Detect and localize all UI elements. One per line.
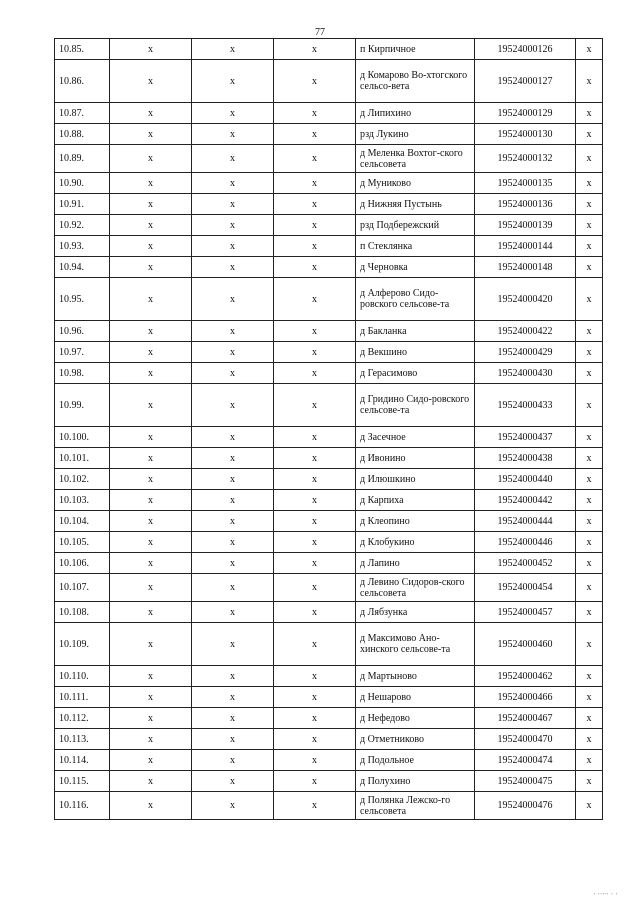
row-number: 10.109. (55, 623, 110, 666)
cell-x-1: x (110, 687, 192, 708)
settlement-name: д Лапино (356, 553, 475, 574)
cell-x-1: x (110, 792, 192, 820)
settlement-name: д Черновка (356, 257, 475, 278)
table-row (55, 321, 603, 342)
settlement-name: д Нефедово (356, 708, 475, 729)
cell-x-4: x (576, 173, 603, 194)
cell-x-2: x (192, 771, 274, 792)
settlement-name: д Ивонино (356, 448, 475, 469)
oktmo-code: 19524000452 (475, 553, 576, 574)
table-row (55, 750, 603, 771)
cell-x-2: x (192, 708, 274, 729)
cell-x-4: x (576, 469, 603, 490)
table-row (55, 771, 603, 792)
settlement-name: д Комарово Во-хтогского сельсо-вета (356, 60, 475, 103)
cell-x-4: x (576, 511, 603, 532)
oktmo-code: 19524000132 (475, 145, 576, 173)
table-row (55, 103, 603, 124)
cell-x-3: x (274, 342, 356, 363)
settlement-name: д Липихино (356, 103, 475, 124)
cell-x-3: x (274, 771, 356, 792)
cell-x-4: x (576, 666, 603, 687)
settlement-name: д Герасимово (356, 363, 475, 384)
cell-x-2: x (192, 384, 274, 427)
settlement-name: д Максимово Ано-хинского сельсове-та (356, 623, 475, 666)
cell-x-3: x (274, 124, 356, 145)
cell-x-3: x (274, 750, 356, 771)
corner-marks: ' ''''' ' ' (593, 893, 618, 899)
cell-x-3: x (274, 103, 356, 124)
cell-x-2: x (192, 363, 274, 384)
table-row (55, 145, 603, 173)
cell-x-1: x (110, 511, 192, 532)
cell-x-1: x (110, 384, 192, 427)
row-number: 10.111. (55, 687, 110, 708)
oktmo-code: 19524000444 (475, 511, 576, 532)
cell-x-1: x (110, 602, 192, 623)
cell-x-3: x (274, 666, 356, 687)
settlement-name: д Засечное (356, 427, 475, 448)
table-row (55, 194, 603, 215)
cell-x-2: x (192, 342, 274, 363)
oktmo-code: 19524000462 (475, 666, 576, 687)
table-row (55, 236, 603, 257)
row-number: 10.97. (55, 342, 110, 363)
cell-x-3: x (274, 384, 356, 427)
cell-x-4: x (576, 750, 603, 771)
table-row (55, 173, 603, 194)
settlement-name: п Кирпичное (356, 39, 475, 60)
row-number: 10.112. (55, 708, 110, 729)
row-number: 10.106. (55, 553, 110, 574)
row-number: 10.116. (55, 792, 110, 820)
table-row (55, 60, 603, 103)
oktmo-code: 19524000466 (475, 687, 576, 708)
cell-x-3: x (274, 145, 356, 173)
cell-x-2: x (192, 553, 274, 574)
cell-x-2: x (192, 574, 274, 602)
cell-x-4: x (576, 103, 603, 124)
cell-x-4: x (576, 490, 603, 511)
oktmo-code: 19524000476 (475, 792, 576, 820)
table-row (55, 257, 603, 278)
table-row (55, 469, 603, 490)
cell-x-1: x (110, 363, 192, 384)
oktmo-code: 19524000442 (475, 490, 576, 511)
cell-x-1: x (110, 771, 192, 792)
cell-x-4: x (576, 257, 603, 278)
table-body (55, 39, 603, 820)
row-number: 10.115. (55, 771, 110, 792)
table-row (55, 792, 603, 820)
cell-x-1: x (110, 469, 192, 490)
cell-x-2: x (192, 257, 274, 278)
table-row (55, 553, 603, 574)
cell-x-3: x (274, 532, 356, 553)
table-row (55, 124, 603, 145)
oktmo-code: 19524000440 (475, 469, 576, 490)
cell-x-2: x (192, 448, 274, 469)
table-row (55, 384, 603, 427)
oktmo-code: 19524000438 (475, 448, 576, 469)
oktmo-code: 19524000475 (475, 771, 576, 792)
oktmo-code: 19524000144 (475, 236, 576, 257)
cell-x-1: x (110, 729, 192, 750)
cell-x-1: x (110, 124, 192, 145)
cell-x-4: x (576, 602, 603, 623)
settlement-name: д Алферово Сидо-ровского сельсове-та (356, 278, 475, 321)
settlement-name: д Клобукино (356, 532, 475, 553)
table-row (55, 363, 603, 384)
oktmo-code: 19524000429 (475, 342, 576, 363)
cell-x-3: x (274, 511, 356, 532)
cell-x-1: x (110, 215, 192, 236)
settlement-name: д Меленка Вохтог-ского сельсовета (356, 145, 475, 173)
table-row (55, 490, 603, 511)
cell-x-3: x (274, 729, 356, 750)
cell-x-3: x (274, 553, 356, 574)
settlement-name: д Полянка Лежско-го сельсовета (356, 792, 475, 820)
cell-x-3: x (274, 490, 356, 511)
row-number: 10.87. (55, 103, 110, 124)
cell-x-4: x (576, 532, 603, 553)
cell-x-1: x (110, 103, 192, 124)
oktmo-code: 19524000127 (475, 60, 576, 103)
cell-x-2: x (192, 236, 274, 257)
oktmo-code: 19524000454 (475, 574, 576, 602)
cell-x-2: x (192, 602, 274, 623)
oktmo-code: 19524000470 (475, 729, 576, 750)
cell-x-2: x (192, 729, 274, 750)
cell-x-4: x (576, 574, 603, 602)
cell-x-4: x (576, 384, 603, 427)
cell-x-2: x (192, 278, 274, 321)
table-row (55, 623, 603, 666)
settlement-name: д Нешарово (356, 687, 475, 708)
cell-x-3: x (274, 708, 356, 729)
table-row (55, 602, 603, 623)
row-number: 10.90. (55, 173, 110, 194)
cell-x-2: x (192, 750, 274, 771)
row-number: 10.105. (55, 532, 110, 553)
oktmo-code: 19524000422 (475, 321, 576, 342)
cell-x-2: x (192, 194, 274, 215)
row-number: 10.103. (55, 490, 110, 511)
cell-x-2: x (192, 490, 274, 511)
cell-x-2: x (192, 666, 274, 687)
cell-x-1: x (110, 490, 192, 511)
row-number: 10.98. (55, 363, 110, 384)
cell-x-1: x (110, 173, 192, 194)
cell-x-3: x (274, 278, 356, 321)
table-row (55, 342, 603, 363)
row-number: 10.91. (55, 194, 110, 215)
oktmo-code: 19524000139 (475, 215, 576, 236)
cell-x-4: x (576, 363, 603, 384)
cell-x-1: x (110, 553, 192, 574)
cell-x-3: x (274, 257, 356, 278)
table-row (55, 574, 603, 602)
row-number: 10.108. (55, 602, 110, 623)
oktmo-code: 19524000437 (475, 427, 576, 448)
cell-x-2: x (192, 623, 274, 666)
settlement-name: д Мартыново (356, 666, 475, 687)
table-row (55, 511, 603, 532)
cell-x-3: x (274, 194, 356, 215)
cell-x-3: x (274, 448, 356, 469)
oktmo-code: 19524000433 (475, 384, 576, 427)
row-number: 10.86. (55, 60, 110, 103)
row-number: 10.99. (55, 384, 110, 427)
oktmo-code: 19524000126 (475, 39, 576, 60)
table-row (55, 729, 603, 750)
row-number: 10.94. (55, 257, 110, 278)
settlement-name: д Отметниково (356, 729, 475, 750)
cell-x-1: x (110, 145, 192, 173)
settlement-name: рзд Лукино (356, 124, 475, 145)
cell-x-4: x (576, 39, 603, 60)
row-number: 10.96. (55, 321, 110, 342)
cell-x-3: x (274, 687, 356, 708)
oktmo-code: 19524000457 (475, 602, 576, 623)
cell-x-4: x (576, 708, 603, 729)
cell-x-3: x (274, 427, 356, 448)
cell-x-3: x (274, 623, 356, 666)
cell-x-4: x (576, 124, 603, 145)
settlement-name: д Нижняя Пустынь (356, 194, 475, 215)
settlement-name: рзд Подбережский (356, 215, 475, 236)
settlement-name: д Муниково (356, 173, 475, 194)
oktmo-code: 19524000420 (475, 278, 576, 321)
cell-x-3: x (274, 215, 356, 236)
table-row (55, 215, 603, 236)
cell-x-1: x (110, 750, 192, 771)
settlement-name: п Стеклянка (356, 236, 475, 257)
settlement-name: д Полухино (356, 771, 475, 792)
cell-x-2: x (192, 145, 274, 173)
cell-x-4: x (576, 60, 603, 103)
cell-x-1: x (110, 574, 192, 602)
settlement-name: д Илюшкино (356, 469, 475, 490)
cell-x-4: x (576, 623, 603, 666)
row-number: 10.107. (55, 574, 110, 602)
cell-x-2: x (192, 469, 274, 490)
cell-x-3: x (274, 792, 356, 820)
cell-x-4: x (576, 278, 603, 321)
settlement-name: д Левино Сидоров-ского сельсовета (356, 574, 475, 602)
cell-x-4: x (576, 236, 603, 257)
cell-x-1: x (110, 623, 192, 666)
table-row (55, 687, 603, 708)
oktmo-code: 19524000430 (475, 363, 576, 384)
settlements-table (54, 38, 603, 820)
table-row (55, 532, 603, 553)
cell-x-1: x (110, 666, 192, 687)
cell-x-3: x (274, 574, 356, 602)
table-row (55, 666, 603, 687)
cell-x-1: x (110, 448, 192, 469)
table-row (55, 39, 603, 60)
table-row (55, 427, 603, 448)
oktmo-code: 19524000135 (475, 173, 576, 194)
row-number: 10.113. (55, 729, 110, 750)
oktmo-code: 19524000129 (475, 103, 576, 124)
cell-x-1: x (110, 60, 192, 103)
cell-x-1: x (110, 342, 192, 363)
cell-x-2: x (192, 60, 274, 103)
oktmo-code: 19524000467 (475, 708, 576, 729)
oktmo-code: 19524000474 (475, 750, 576, 771)
cell-x-1: x (110, 194, 192, 215)
table-row (55, 708, 603, 729)
cell-x-3: x (274, 321, 356, 342)
table-row (55, 448, 603, 469)
row-number: 10.93. (55, 236, 110, 257)
cell-x-1: x (110, 321, 192, 342)
cell-x-1: x (110, 257, 192, 278)
cell-x-2: x (192, 173, 274, 194)
row-number: 10.104. (55, 511, 110, 532)
cell-x-4: x (576, 321, 603, 342)
cell-x-4: x (576, 194, 603, 215)
cell-x-1: x (110, 708, 192, 729)
page-number: 77 (315, 27, 325, 38)
cell-x-4: x (576, 553, 603, 574)
cell-x-1: x (110, 427, 192, 448)
cell-x-2: x (192, 39, 274, 60)
table-row (55, 278, 603, 321)
cell-x-3: x (274, 39, 356, 60)
row-number: 10.85. (55, 39, 110, 60)
row-number: 10.89. (55, 145, 110, 173)
cell-x-2: x (192, 792, 274, 820)
cell-x-4: x (576, 215, 603, 236)
row-number: 10.88. (55, 124, 110, 145)
cell-x-4: x (576, 687, 603, 708)
cell-x-1: x (110, 39, 192, 60)
row-number: 10.95. (55, 278, 110, 321)
cell-x-1: x (110, 532, 192, 553)
oktmo-code: 19524000136 (475, 194, 576, 215)
cell-x-2: x (192, 215, 274, 236)
cell-x-2: x (192, 687, 274, 708)
cell-x-3: x (274, 363, 356, 384)
cell-x-3: x (274, 602, 356, 623)
cell-x-1: x (110, 278, 192, 321)
settlement-name: д Бакланка (356, 321, 475, 342)
cell-x-3: x (274, 236, 356, 257)
cell-x-4: x (576, 771, 603, 792)
row-number: 10.102. (55, 469, 110, 490)
cell-x-4: x (576, 792, 603, 820)
row-number: 10.110. (55, 666, 110, 687)
oktmo-code: 19524000460 (475, 623, 576, 666)
settlement-name: д Лябзунка (356, 602, 475, 623)
cell-x-4: x (576, 427, 603, 448)
cell-x-2: x (192, 124, 274, 145)
cell-x-2: x (192, 321, 274, 342)
cell-x-4: x (576, 448, 603, 469)
settlement-name: д Гридино Сидо-ровского сельсове-та (356, 384, 475, 427)
cell-x-2: x (192, 427, 274, 448)
oktmo-code: 19524000130 (475, 124, 576, 145)
cell-x-1: x (110, 236, 192, 257)
row-number: 10.92. (55, 215, 110, 236)
settlement-name: д Подольное (356, 750, 475, 771)
cell-x-3: x (274, 469, 356, 490)
settlement-name: д Карпиха (356, 490, 475, 511)
row-number: 10.100. (55, 427, 110, 448)
cell-x-4: x (576, 342, 603, 363)
oktmo-code: 19524000148 (475, 257, 576, 278)
cell-x-4: x (576, 145, 603, 173)
cell-x-3: x (274, 173, 356, 194)
row-number: 10.114. (55, 750, 110, 771)
settlement-name: д Клеопино (356, 511, 475, 532)
oktmo-code: 19524000446 (475, 532, 576, 553)
cell-x-2: x (192, 511, 274, 532)
cell-x-2: x (192, 532, 274, 553)
cell-x-2: x (192, 103, 274, 124)
row-number: 10.101. (55, 448, 110, 469)
settlement-name: д Векшино (356, 342, 475, 363)
cell-x-4: x (576, 729, 603, 750)
cell-x-3: x (274, 60, 356, 103)
